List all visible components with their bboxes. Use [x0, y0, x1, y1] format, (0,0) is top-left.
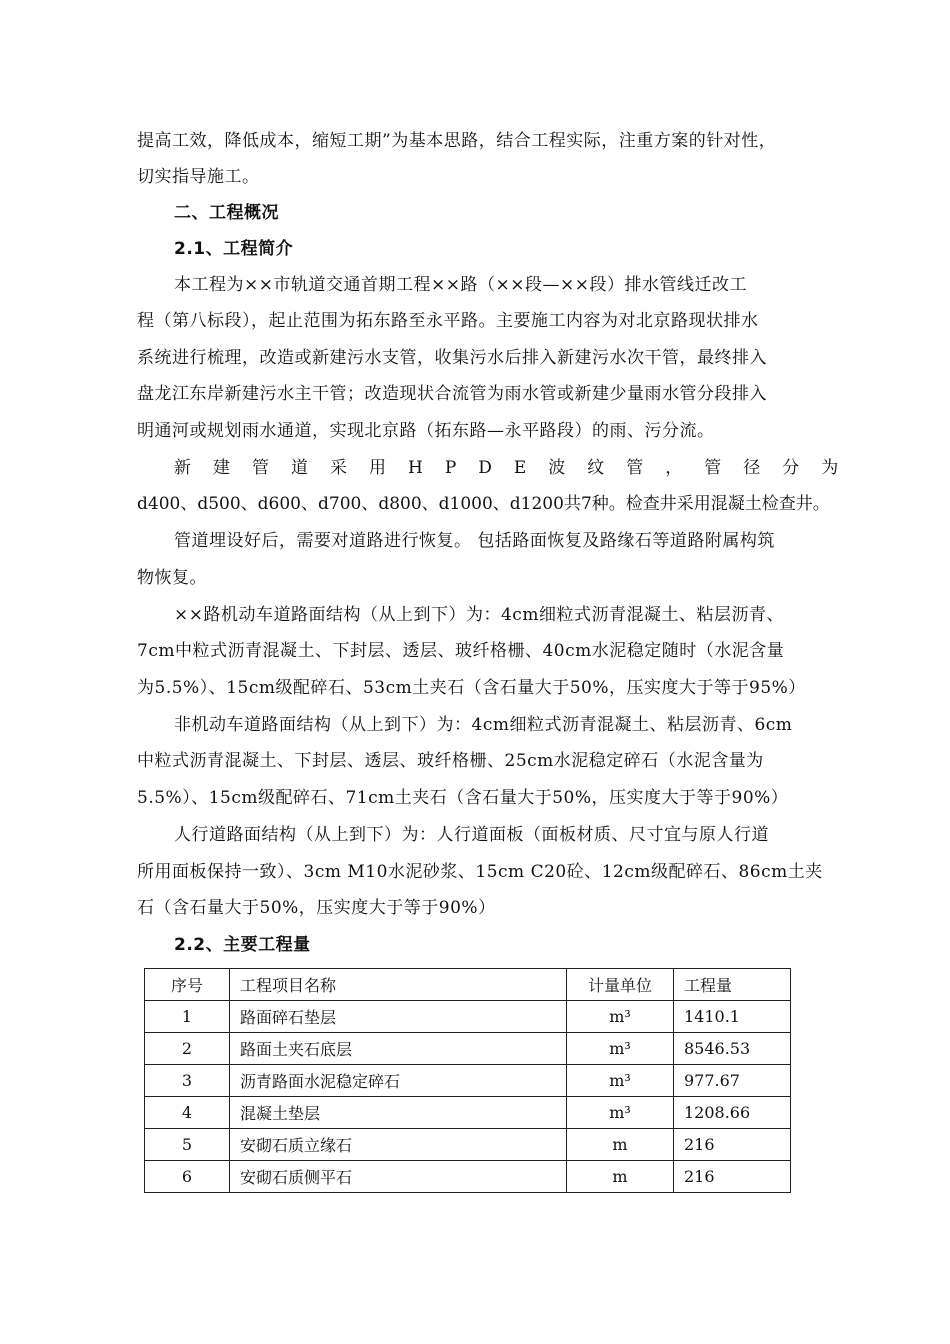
paragraph-line: ××路机动车道路面结构（从上到下）为：4cm细粒式沥青混凝土、粘层沥青、 — [174, 605, 784, 625]
paragraph-line: 明通河或规划雨水通道，实现北京路（拓东路—永平路段）的雨、污分流。 — [137, 421, 715, 441]
paragraph-line: 管道埋设好后，需要对道路进行恢复。 包括路面恢复及路缘石等道路附属构筑 — [174, 531, 775, 551]
paragraph-line: 人行道路面结构（从上到下）为：人行道面板（面板材质、尺寸宜与原人行道 — [174, 825, 769, 845]
paragraph-line: 石（含石量大于50%，压实度大于等于90%） — [137, 898, 496, 918]
section-heading-overview: 二、工程概况 — [174, 203, 279, 223]
paragraph-line: 本工程为××市轨道交通首期工程××路（××段—××段）排水管线迁改工 — [174, 275, 747, 295]
paragraph-line: 为5.5%）、15cm级配碎石、53cm土夹石（含石量大于50%，压实度大于等于95%） — [137, 678, 806, 698]
paragraph-line: 切实指导施工。 — [137, 167, 260, 187]
paragraph-line: 中粒式沥青混凝土、下封层、透层、玻纤格栅、25cm水泥稳定碎石（水泥含量为 — [137, 751, 764, 771]
table-header-row — [145, 969, 791, 1001]
table-row — [145, 1001, 791, 1033]
table-row — [145, 1129, 791, 1161]
paragraph-line: 盘龙江东岸新建污水主干管；改造现状合流管为雨水管或新建少量雨水管分段排入 — [137, 384, 767, 404]
cell-unit: m — [567, 1129, 674, 1161]
cell-name: 路面土夹石底层 — [230, 1033, 567, 1065]
subsection-heading-intro: 2.1、工程简介 — [174, 239, 294, 259]
cell-quantity: 216 — [674, 1161, 791, 1193]
header-unit: 计量单位 — [567, 969, 674, 1001]
cell-name: 路面碎石垫层 — [230, 1001, 567, 1033]
header-no: 序号 — [145, 969, 230, 1001]
paragraph-line: 系统进行梳理，改造或新建污水支管，收集污水后排入新建污水次干管，最终排入 — [137, 348, 767, 368]
cell-no: 6 — [145, 1161, 230, 1193]
paragraph-line: 5.5%）、15cm级配碎石、71cm土夹石（含石量大于50%，压实度大于等于90%） — [137, 788, 789, 808]
cell-no: 2 — [145, 1033, 230, 1065]
quantities-table — [144, 968, 791, 1193]
subsection-heading-quantities: 2.2、主要工程量 — [174, 935, 311, 955]
paragraph-line: 7cm中粒式沥青混凝土、下封层、透层、玻纤格栅、40cm水泥稳定随时（水泥含量 — [137, 641, 785, 661]
cell-name: 安砌石质侧平石 — [230, 1161, 567, 1193]
cell-quantity: 977.67 — [674, 1065, 791, 1097]
paragraph-line: 程（第八标段），起止范围为拓东路至永平路。主要施工内容为对北京路现状排水 — [137, 311, 759, 331]
cell-quantity: 1208.66 — [674, 1097, 791, 1129]
cell-unit: m³ — [567, 1097, 674, 1129]
table-row — [145, 1161, 791, 1193]
paragraph-line: 所用面板保持一致）、3cm M10水泥砂浆、15cm C20砼、12cm级配碎石、86cm土夹 — [137, 862, 823, 882]
header-name: 工程项目名称 — [230, 969, 567, 1001]
cell-unit: m³ — [567, 1033, 674, 1065]
cell-quantity: 216 — [674, 1129, 791, 1161]
cell-unit: m³ — [567, 1065, 674, 1097]
cell-name: 沥青路面水泥稳定碎石 — [230, 1065, 567, 1097]
cell-name: 混凝土垫层 — [230, 1097, 567, 1129]
cell-quantity: 8546.53 — [674, 1033, 791, 1065]
paragraph-line: 新建管道采用HPDE波纹管，管径分为 — [174, 458, 861, 478]
cell-no: 4 — [145, 1097, 230, 1129]
cell-quantity: 1410.1 — [674, 1001, 791, 1033]
table-row — [145, 1065, 791, 1097]
cell-no: 5 — [145, 1129, 230, 1161]
cell-no: 3 — [145, 1065, 230, 1097]
paragraph-line: 物恢复。 — [137, 568, 207, 588]
header-quantity: 工程量 — [674, 969, 791, 1001]
cell-name: 安砌石质立缘石 — [230, 1129, 567, 1161]
cell-unit: m³ — [567, 1001, 674, 1033]
paragraph-line: d400、d500、d600、d700、d800、d1000、d1200共7种。检查井采用混凝土检查井。 — [137, 494, 830, 514]
cell-unit: m — [567, 1161, 674, 1193]
paragraph-line: 提高工效，降低成本，缩短工期”为基本思路，结合工程实际，注重方案的针对性， — [137, 131, 777, 151]
table-row — [145, 1097, 791, 1129]
table-row — [145, 1033, 791, 1065]
cell-no: 1 — [145, 1001, 230, 1033]
paragraph-line: 非机动车道路面结构（从上到下）为：4cm细粒式沥青混凝土、粘层沥青、6cm — [174, 715, 793, 735]
